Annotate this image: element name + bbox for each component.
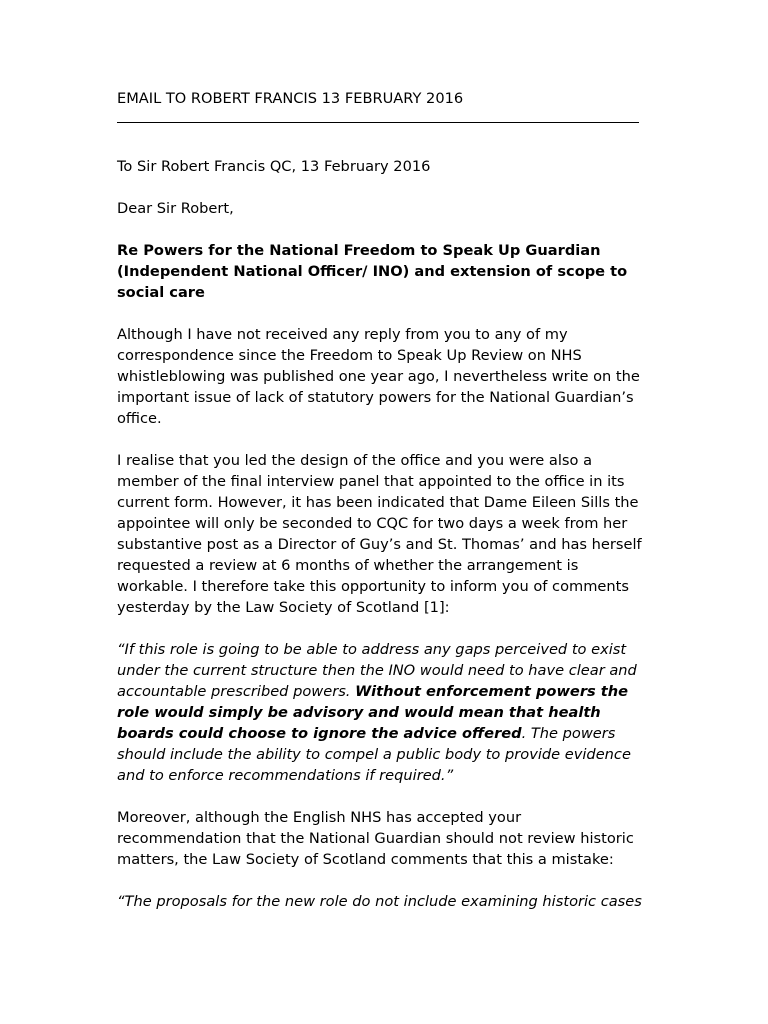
subject-line: Re Powers for the National Freedom to Speak Up Guardian (Independent National Officer/ INO) and extension of scope to social care (117, 242, 628, 301)
paragraph-3: Moreover, although the English NHS has accepted your recommendation that the National Guardian should not review historic matters, the Law Society of Scotland comments that this a mistake: (117, 809, 634, 868)
to-line: To Sir Robert Francis QC, 13 February 2016 (117, 158, 431, 175)
quote-1-emphasis: Without enforcement powers the role would simply be advisory and would mean that health boards could choose to ignore the advice offered (117, 683, 629, 742)
quote-1-start: “If this role is going to be able to address any gaps perceived to exist under the current structure then the INO would need to have clear and accountable prescribed powers. (117, 641, 637, 700)
salutation: Dear Sir Robert, (117, 200, 234, 217)
quote-2: “The proposals for the new role do not include examining historic cases (117, 893, 642, 910)
document-page (117, 88, 647, 933)
paragraph-2: I realise that you led the design of the office and you were also a member of the final interview panel that appointed to the office in its current form. However, it has been indicated that Dame Eileen Sills the appointee will only be seconded to CQC for two days a week from her substantive post as a Director of Guy’s and St. Thomas’ and has herself requested a review at 6 months of whether the arrangement is workable. I therefore take this opportunity to inform you of comments yesterday by the Law Society of Scotland [1]: (117, 452, 642, 616)
quote-1 (117, 639, 647, 786)
title-underline (117, 122, 639, 123)
quote-1-end: . The powers should include the ability to compel a public body to provide evidence and to enforce recommendations if required.” (117, 725, 631, 784)
document-title: EMAIL TO ROBERT FRANCIS 13 FEBRUARY 2016 (117, 90, 464, 107)
paragraph-1: Although I have not received any reply from you to any of my correspondence since the Freedom to Speak Up Review on NHS whistleblowing was published one year ago, I nevertheless write on the important issue of lack of statutory powers for the National Guardian’s office. (117, 326, 640, 427)
